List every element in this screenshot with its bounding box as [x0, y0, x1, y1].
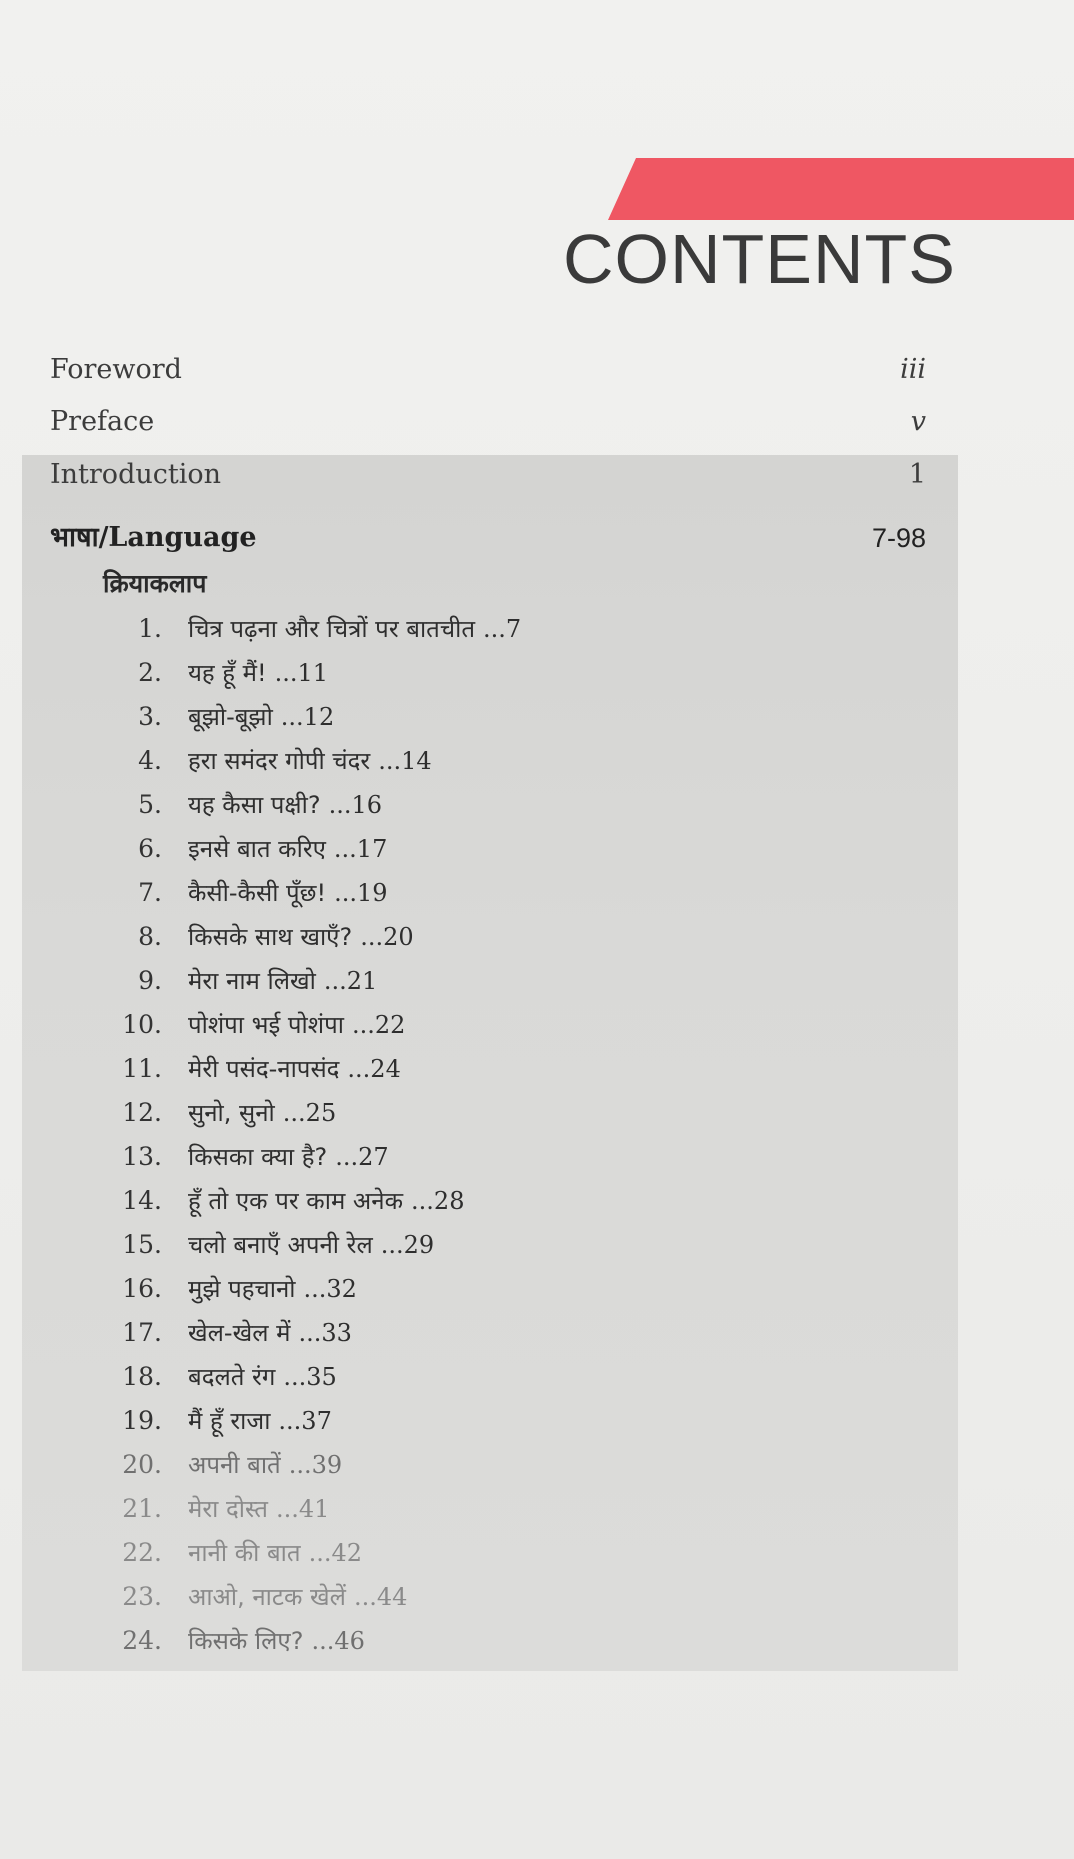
activity-title: किसके साथ खाएँ? [188, 923, 353, 951]
activity-title: पोशंपा भई पोशंपा [188, 1011, 344, 1039]
activity-item[interactable] [104, 1360, 521, 1404]
toc-entry-introduction[interactable] [50, 458, 926, 492]
activity-number: 3. [138, 702, 162, 731]
activity-title: मेरा नाम लिखो [188, 967, 316, 995]
activity-title: इनसे बात करिए [188, 835, 326, 863]
activity-title: मेरा दोस्त [188, 1495, 268, 1523]
activity-page: ...42 [308, 1539, 363, 1567]
activity-title: हरा समंदर गोपी चंदर [188, 747, 371, 775]
activity-title: अपनी बातें [188, 1451, 281, 1479]
activity-page: ...17 [333, 835, 388, 863]
activity-number: 7. [138, 878, 162, 907]
activity-page: ...14 [378, 747, 432, 775]
activity-number: 13. [122, 1142, 162, 1171]
activity-number: 22. [122, 1538, 162, 1567]
activity-item[interactable] [104, 788, 521, 832]
activity-page: ...28 [411, 1187, 465, 1215]
activity-number: 1. [138, 614, 162, 643]
activity-number: 16. [122, 1274, 162, 1303]
activity-list [104, 612, 521, 1668]
section-page-range: 7-98 [871, 523, 926, 553]
activity-number: 23. [122, 1582, 162, 1611]
activity-item[interactable] [104, 1228, 521, 1272]
heading-accent-bar [608, 158, 1074, 220]
toc-entry-preface[interactable] [50, 405, 926, 439]
activity-item[interactable] [104, 1052, 521, 1096]
activity-page: ...46 [311, 1627, 365, 1655]
activity-title: चलो बनाएँ अपनी रेल [188, 1231, 373, 1259]
activity-title: बूझो-बूझो [188, 703, 273, 731]
activity-item[interactable] [104, 964, 521, 1008]
activity-item[interactable] [104, 744, 521, 788]
section-title: भाषा/Language [50, 522, 257, 553]
activity-page: ...24 [347, 1055, 401, 1083]
activity-title: आओ, नाटक खेलें [188, 1583, 346, 1611]
activity-item[interactable] [104, 832, 521, 876]
activity-number: 9. [138, 966, 162, 995]
activity-item[interactable] [104, 1448, 521, 1492]
activity-page: ...25 [282, 1099, 337, 1127]
activity-title: मैं हूँ राजा [188, 1407, 271, 1435]
toc-entry-page: 1 [908, 459, 926, 490]
activity-page: ...32 [303, 1275, 357, 1303]
activity-page: ...39 [288, 1451, 343, 1479]
activity-page: ...35 [283, 1363, 337, 1391]
activity-title: खेल-खेल में [188, 1319, 291, 1347]
activity-number: 11. [122, 1054, 162, 1083]
activity-number: 14. [122, 1186, 162, 1215]
toc-entry-page: v [910, 406, 926, 437]
activity-number: 19. [122, 1406, 162, 1435]
activity-item[interactable] [104, 1536, 521, 1580]
activity-item[interactable] [104, 1580, 521, 1624]
activity-number: 17. [122, 1318, 162, 1347]
activity-number: 6. [138, 834, 162, 863]
activity-page: ...19 [334, 879, 388, 907]
activity-title: सुनो, सुनो [188, 1099, 275, 1127]
activity-number: 15. [122, 1230, 162, 1259]
activity-page: ...41 [276, 1495, 330, 1523]
activity-page: ...16 [328, 791, 383, 819]
activity-title: कैसी-कैसी पूँछ! [188, 879, 327, 907]
activity-item[interactable] [104, 656, 521, 700]
activity-item[interactable] [104, 1492, 521, 1536]
activity-number: 4. [138, 746, 162, 775]
toc-entry-label: Introduction [50, 459, 221, 490]
section-subheading: क्रियाकलाप [103, 569, 207, 598]
activity-title: यह कैसा पक्षी? [188, 791, 321, 819]
activity-number: 12. [122, 1098, 162, 1127]
activity-page: ...37 [278, 1407, 332, 1435]
activity-item[interactable] [104, 920, 521, 964]
activity-title: किसका क्या है? [188, 1143, 328, 1171]
toc-entry-page: iii [900, 354, 926, 385]
activity-number: 24. [122, 1626, 162, 1655]
activity-item[interactable] [104, 1316, 521, 1360]
toc-section-language[interactable] [50, 521, 926, 555]
activity-title: नानी की बात [188, 1539, 301, 1567]
activity-title: मुझे पहचानो [188, 1275, 296, 1303]
activity-page: ...29 [380, 1231, 435, 1259]
activity-page: ...7 [483, 615, 522, 643]
activity-page: ...33 [298, 1319, 352, 1347]
toc-entry-foreword[interactable] [50, 353, 926, 387]
activity-page: ...27 [335, 1143, 389, 1171]
activity-number: 10. [122, 1010, 162, 1039]
activity-item[interactable] [104, 1404, 521, 1448]
activity-title: हूँ तो एक पर काम अनेक [188, 1187, 404, 1215]
activity-item[interactable] [104, 700, 521, 744]
activity-number: 20. [122, 1450, 162, 1479]
activity-page: ...11 [274, 659, 329, 687]
activity-page: ...22 [351, 1011, 406, 1039]
activity-number: 21. [122, 1494, 162, 1523]
activity-title: बदलते रंग [188, 1363, 276, 1391]
activity-page: ...44 [353, 1583, 408, 1611]
activity-page: ...21 [323, 967, 378, 995]
activity-title: यह हूँ मैं! [188, 659, 267, 687]
activity-item[interactable] [104, 1272, 521, 1316]
activity-item[interactable] [104, 1184, 521, 1228]
activity-title: चित्र पढ़ना और चित्रों पर बातचीत [188, 615, 475, 643]
activity-number: 5. [138, 790, 162, 819]
toc-entry-label: Preface [50, 406, 155, 437]
activity-number: 8. [138, 922, 162, 951]
toc-entry-label: Foreword [50, 354, 182, 385]
activity-title: किसके लिए? [188, 1627, 304, 1655]
activity-item[interactable] [104, 876, 521, 920]
activity-item[interactable] [104, 1008, 521, 1052]
activity-page: ...20 [360, 923, 414, 951]
activity-page: ...12 [280, 703, 335, 731]
activity-number: 2. [138, 658, 162, 687]
activity-number: 18. [122, 1362, 162, 1391]
contents-heading: CONTENTS [563, 220, 956, 298]
activity-item[interactable] [104, 1096, 521, 1140]
activity-item[interactable] [104, 612, 521, 656]
activity-title: मेरी पसंद-नापसंद [188, 1055, 340, 1083]
activity-item[interactable] [104, 1140, 521, 1184]
activity-item[interactable] [104, 1624, 521, 1668]
